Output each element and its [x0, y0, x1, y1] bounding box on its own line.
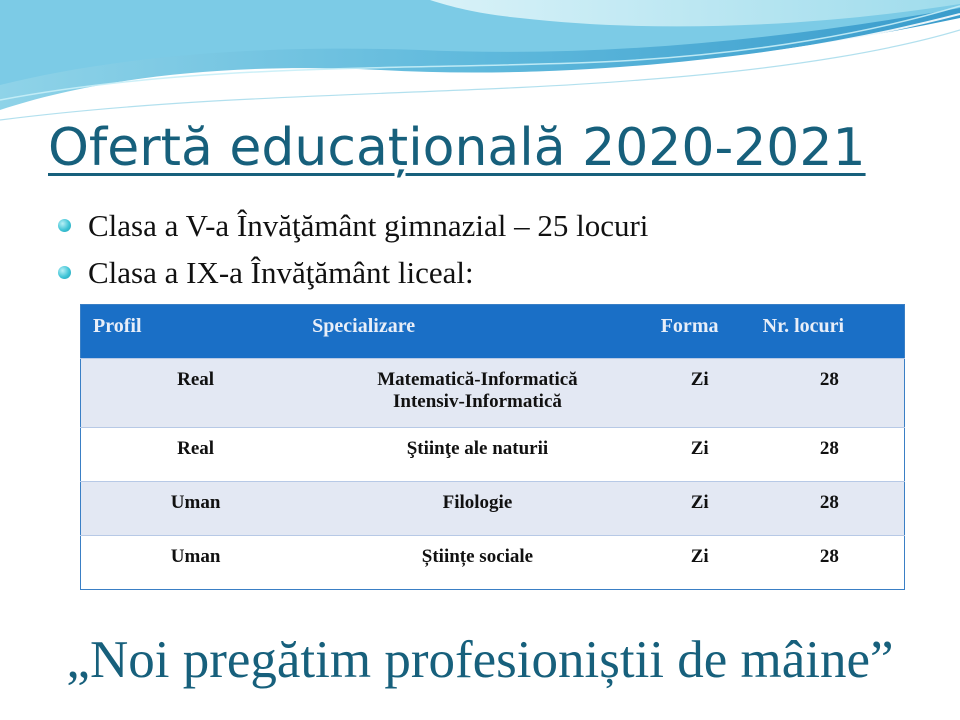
cell-specializare-line: Intensiv-Informatică: [393, 391, 562, 412]
cell-forma: Zi: [645, 359, 755, 428]
slide-motto: „Noi pregătim profesioniștii de mâine”: [66, 631, 894, 689]
header-forma: Forma: [645, 305, 755, 359]
slide-title: Ofertă educațională 2020-2021: [48, 118, 866, 178]
header-profil: Profil: [81, 305, 311, 359]
bullet-text: Clasa a V-a Învăţământ gimnazial – 25 locuri: [88, 208, 649, 243]
cell-forma: Zi: [645, 428, 755, 482]
table-row: [81, 536, 905, 590]
cell-specializare-line: Matematică-Informatică: [377, 369, 578, 390]
bullet-dot-icon: [58, 219, 71, 232]
cell-profil: Real: [81, 428, 311, 482]
cell-profil: Uman: [81, 482, 311, 536]
table-header-row: [81, 305, 905, 359]
bullet-item: [58, 206, 648, 253]
table-row: [81, 482, 905, 536]
cell-nr-locuri: 28: [755, 428, 905, 482]
cell-profil: Real: [81, 359, 311, 428]
cell-nr-locuri: 28: [755, 359, 905, 428]
cell-nr-locuri: 28: [755, 482, 905, 536]
header-nr-locuri: Nr. locuri: [755, 305, 905, 359]
bullet-dot-icon: [58, 266, 71, 279]
header-specializare: Specializare: [310, 305, 645, 359]
cell-specializare: Științe sociale: [310, 536, 645, 590]
offer-table: [80, 304, 905, 590]
cell-specializare: Filologie: [310, 482, 645, 536]
bullet-list: [58, 206, 648, 300]
cell-specializare: Ştiinţe ale naturii: [310, 428, 645, 482]
cell-profil: Uman: [81, 536, 311, 590]
cell-forma: Zi: [645, 482, 755, 536]
cell-forma: Zi: [645, 536, 755, 590]
table-row: [81, 359, 905, 428]
table-row: [81, 428, 905, 482]
cell-specializare: [310, 359, 645, 428]
bullet-text: Clasa a IX-a Învăţământ liceal:: [88, 255, 474, 290]
cell-nr-locuri: 28: [755, 536, 905, 590]
decorative-waves: [0, 0, 960, 130]
bullet-item: [58, 253, 648, 300]
